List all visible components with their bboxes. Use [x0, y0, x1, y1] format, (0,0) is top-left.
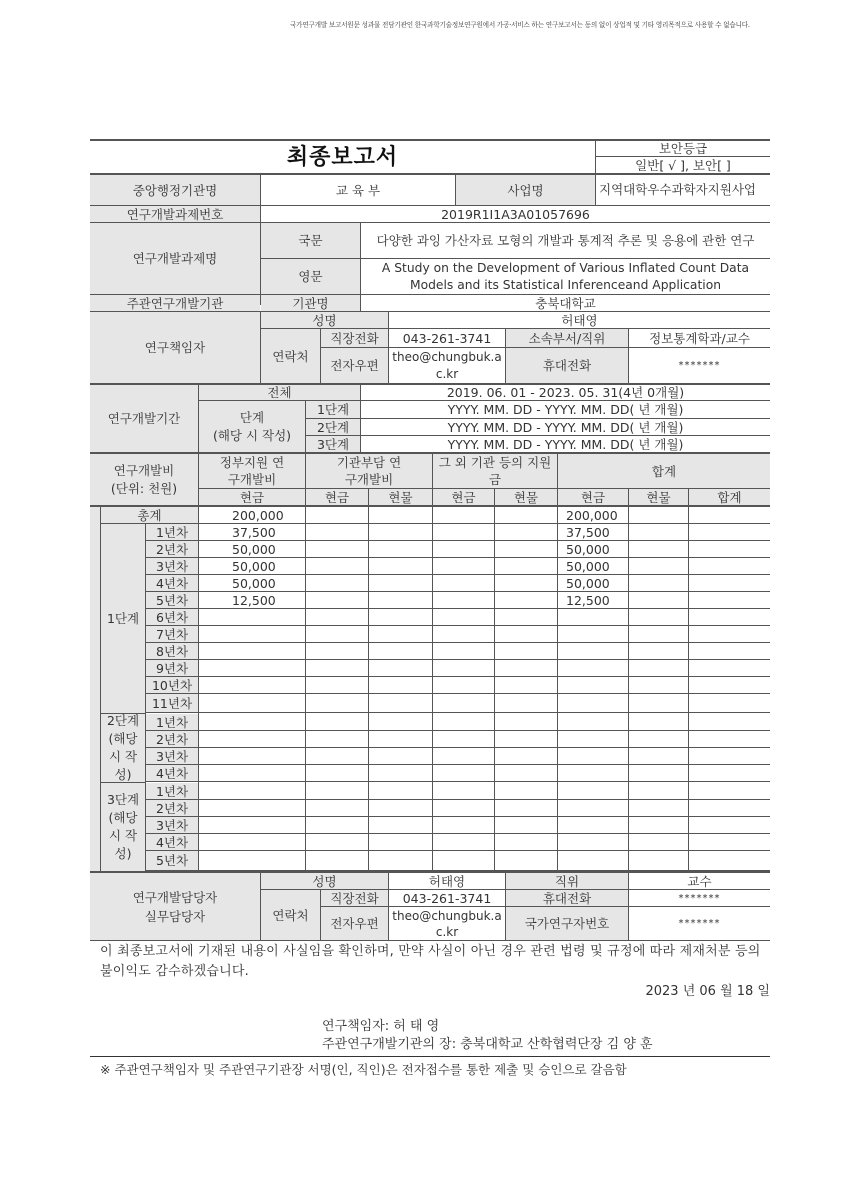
budget-cell	[306, 575, 368, 591]
divider	[198, 507, 199, 871]
budget-cell	[369, 660, 432, 676]
year-label: 10년차	[146, 677, 198, 693]
program-value: 지역대학우수과학자지원사업	[599, 182, 756, 197]
budget-cell	[433, 643, 494, 659]
period-stage-label	[199, 401, 305, 452]
total-gov-cash: 200,000	[232, 507, 284, 523]
budget-cell: 50,000	[232, 541, 276, 557]
divider	[146, 781, 770, 782]
divider	[146, 850, 770, 851]
year-label: 7년차	[146, 626, 198, 642]
other-fund-header: 그 외 기관 등의 지원금	[438, 455, 552, 487]
year-label: 4년차	[146, 765, 198, 781]
budget-label	[90, 454, 198, 505]
divider	[305, 507, 306, 871]
gov-fund-header: 정부지원 연구개발비	[219, 455, 285, 487]
budget-stage3-label: 3단계 (해당시 작성)	[101, 783, 145, 871]
budget-cell: 12,500	[566, 592, 610, 608]
budget-cell	[306, 660, 368, 676]
budget-cell	[369, 609, 432, 625]
subheader-inst-cash: 현금	[324, 489, 350, 505]
budget-cell	[689, 524, 770, 540]
year-label: 4년차	[146, 575, 198, 591]
year-label: 6년차	[146, 609, 198, 625]
year-label: 3년차	[146, 817, 198, 833]
budget-cell	[369, 558, 432, 574]
stage2-value: YYYY. MM. DD - YYYY. MM. DD( 년 개월)	[447, 419, 684, 435]
budget-cell	[199, 643, 305, 659]
manager-email-value: theo@chungbuk.ac.kr	[392, 908, 502, 939]
budget-cell	[689, 558, 770, 574]
manager-mobile-label: 휴대전화	[506, 890, 628, 906]
ministry-value: 교 육 부	[335, 182, 381, 198]
budget-cell	[558, 643, 628, 659]
title-korean-value: 다양한 과잉 가산자료 모형의 개발과 통계적 추론 및 응용에 관한 연구	[376, 233, 755, 248]
divider	[101, 713, 145, 714]
security-grade-label: 보안등급	[658, 141, 708, 156]
pi-office-phone-value: 043-261-3741	[402, 330, 492, 346]
year-label: 3년차	[146, 748, 198, 764]
budget-cell	[689, 694, 770, 712]
stage3-value: YYYY. MM. DD - YYYY. MM. DD( 년 개월)	[447, 436, 684, 452]
budget-cell	[369, 575, 432, 591]
sum-header: 합계	[651, 463, 677, 479]
divider	[368, 507, 369, 871]
divider	[146, 747, 770, 748]
footnote: ※ 주관연구책임자 및 주관연구기관장 서명(인, 직인)은 전자접수를 통한 제출 및 승인으로 갈음함	[100, 1062, 627, 1077]
divider	[101, 782, 145, 783]
divider	[90, 940, 770, 941]
budget-cell	[369, 626, 432, 642]
declaration-text: 이 최종보고서에 기재된 내용이 사실임을 확인하며, 만약 사실이 아닌 경우 관련 법령 및 규정에 따라 제재처분 등의 불이익도 감수하겠습니다.	[100, 944, 761, 979]
budget-cell	[433, 575, 494, 591]
period-label: 연구개발기간	[90, 385, 198, 452]
divider	[432, 507, 433, 871]
budget-cell	[689, 626, 770, 642]
year-label: 2년차	[146, 731, 198, 747]
budget-cell	[306, 626, 368, 642]
manager-mobile-value: *******	[678, 892, 721, 904]
pi-label: 연구책임자	[90, 312, 260, 383]
pi-dept-value: 정보통계학과/교수	[649, 330, 750, 346]
manager-position-label: 직위	[506, 873, 628, 889]
budget-cell	[306, 677, 368, 693]
divider	[494, 507, 495, 871]
pi-name-value: 허태영	[561, 312, 598, 328]
budget-cell	[629, 660, 688, 676]
budget-cell	[306, 541, 368, 557]
subheader-inst-inkind: 현물	[388, 489, 413, 505]
project-title-label: 연구개발과제명	[90, 223, 260, 294]
budget-cell	[369, 541, 432, 557]
budget-cell	[629, 558, 688, 574]
budget-cell	[433, 609, 494, 625]
budget-cell	[629, 609, 688, 625]
manager-label: 연구개발담당자 실무담당자	[90, 873, 260, 940]
budget-cell	[629, 677, 688, 693]
budget-cell	[433, 677, 494, 693]
lead-org-label: 주관연구개발기관	[90, 295, 260, 311]
period-total-label: 전체	[199, 385, 360, 400]
divider	[557, 507, 558, 871]
year-label: 5년차	[146, 592, 198, 608]
budget-cell	[369, 643, 432, 659]
stage1-label: 1단계	[306, 401, 360, 418]
budget-stage1-label: 1단계	[101, 524, 145, 713]
divider	[146, 712, 770, 713]
budget-cell: 50,000	[232, 575, 276, 591]
budget-cell: 50,000	[566, 541, 610, 557]
budget-cell	[495, 592, 557, 608]
pi-signature: 연구책임자: 허 태 영	[322, 1019, 440, 1034]
budget-cell	[495, 575, 557, 591]
subheader-sum-cash: 현금	[580, 489, 606, 505]
budget-cell	[433, 626, 494, 642]
title-korean-label: 국문	[261, 223, 360, 258]
budget-cell	[199, 626, 305, 642]
budget-cell	[689, 643, 770, 659]
budget-left-margin	[90, 507, 100, 871]
manager-name-label: 성명	[261, 873, 388, 889]
budget-cell	[433, 660, 494, 676]
budget-cell	[369, 677, 432, 693]
subheader-other-inkind: 현물	[513, 489, 539, 505]
budget-cell	[558, 677, 628, 693]
budget-cell	[306, 592, 368, 608]
year-label: 9년차	[146, 660, 198, 676]
pi-office-phone-label: 직장전화	[321, 329, 388, 347]
budget-cell	[495, 694, 557, 712]
budget-cell	[369, 694, 432, 712]
budget-cell	[306, 694, 368, 712]
subheader-sum-inkind: 현물	[646, 489, 671, 505]
budget-cell	[306, 609, 368, 625]
budget-cell	[199, 677, 305, 693]
manager-office-phone-value: 043-261-3741	[402, 890, 492, 906]
project-number-value: 2019R1I1A3A01057696	[441, 206, 590, 222]
inst-fund-header: 기관부담 연구개발비	[336, 455, 402, 487]
security-grade-value: 일반[ √ ], 보안[ ]	[635, 158, 731, 173]
year-label: 2년차	[146, 800, 198, 816]
budget-cell	[306, 643, 368, 659]
year-label: 3년차	[146, 558, 198, 574]
budget-cell	[433, 592, 494, 608]
pi-name-label: 성명	[261, 312, 388, 328]
manager-contact-label: 연락처	[261, 890, 320, 940]
budget-stage2-label: 2단계 (해당시 작성)	[101, 714, 145, 782]
manager-office-phone-label: 직장전화	[321, 890, 388, 906]
budget-cell	[558, 660, 628, 676]
manager-name-value: 허태영	[428, 873, 466, 889]
head-signature: 주관연구개발기관의 장: 충북대학교 산학협력단장 김 양 훈	[322, 1037, 653, 1052]
project-number-label: 연구개발과제번호	[90, 206, 260, 222]
budget-cell: 50,000	[566, 558, 610, 574]
declaration-date: 2023 년 06 월 18 일	[645, 984, 770, 999]
budget-cell	[199, 694, 305, 712]
year-label: 11년차	[146, 694, 198, 712]
budget-cell	[495, 643, 557, 659]
divider	[146, 816, 770, 817]
divider	[90, 1056, 770, 1057]
subheader-sum-total: 합계	[717, 489, 742, 505]
budget-cell: 50,000	[232, 558, 276, 574]
pi-email-label: 전자우편	[321, 348, 388, 383]
budget-cell	[629, 541, 688, 557]
budget-cell: 37,500	[566, 524, 610, 540]
stage1-value: YYYY. MM. DD - YYYY. MM. DD( 년 개월)	[447, 402, 684, 417]
page-title: 최종보고서	[286, 145, 399, 170]
budget-cell	[629, 575, 688, 591]
year-label: 2년차	[146, 541, 198, 557]
year-label: 5년차	[146, 851, 198, 870]
stage-label-text: 단계	[239, 409, 265, 425]
title-english-value: A Study on the Development of Various Inflated Count Data Models and its Statistical Inferenceand Application	[381, 260, 750, 292]
total-sum-cash: 200,000	[566, 507, 618, 523]
pi-dept-label: 소속부서/직위	[506, 329, 628, 347]
budget-cell	[558, 626, 628, 642]
budget-cell	[558, 694, 628, 712]
pi-contact-label: 연락처	[261, 329, 320, 383]
budget-cell	[629, 643, 688, 659]
budget-cell	[495, 541, 557, 557]
pi-mobile-value: *******	[678, 360, 721, 371]
divider	[146, 730, 770, 731]
divider	[146, 764, 770, 765]
budget-cell	[689, 660, 770, 676]
budget-cell	[495, 558, 557, 574]
budget-cell	[629, 626, 688, 642]
budget-cell	[689, 541, 770, 557]
budget-cell	[369, 524, 432, 540]
stage-note-text: (해당 시 작성)	[212, 427, 292, 443]
budget-cell	[433, 558, 494, 574]
org-name-label: 기관명	[261, 295, 360, 311]
budget-cell	[495, 626, 557, 642]
subheader-other-cash: 현금	[451, 489, 476, 505]
title-english-label: 영문	[261, 259, 360, 294]
budget-cell	[199, 660, 305, 676]
org-name-value: 충북대학교	[535, 295, 596, 311]
budget-cell	[306, 558, 368, 574]
budget-cell	[558, 609, 628, 625]
subheader-gov-cash: 현금	[239, 489, 265, 505]
budget-cell	[689, 609, 770, 625]
budget-cell: 37,500	[232, 524, 276, 540]
divider	[146, 833, 770, 834]
year-label: 1년차	[146, 783, 198, 799]
budget-cell	[433, 524, 494, 540]
budget-cell	[495, 524, 557, 540]
divider	[146, 799, 770, 800]
period-total-value: 2019. 06. 01 - 2023. 05. 31(4년 0개월)	[446, 385, 685, 400]
budget-cell	[433, 694, 494, 712]
budget-cell	[629, 694, 688, 712]
pi-mobile-label: 휴대전화	[506, 348, 628, 383]
budget-cell	[369, 592, 432, 608]
ministry-label: 중앙행정기관명	[90, 175, 260, 205]
copyright-notice: 국가연구개발 보고서원문 성과물 전담기관인 한국과학기술정보연구원에서 가공·서비스 하는 연구보고서는 동의 없이 상업적 및 기타 영리목적으로 사용할 수 없습니다.	[290, 21, 750, 29]
budget-cell	[629, 524, 688, 540]
budget-label-text: 연구개발비	[113, 462, 175, 478]
budget-cell: 50,000	[566, 575, 610, 591]
budget-cell	[495, 677, 557, 693]
manager-email-label: 전자우편	[321, 907, 388, 940]
budget-cell	[199, 609, 305, 625]
budget-cell	[689, 575, 770, 591]
year-label: 4년차	[146, 834, 198, 850]
budget-unit-text: (단위: 천원)	[110, 480, 178, 496]
budget-cell	[495, 660, 557, 676]
stage3-label: 3단계	[306, 436, 360, 452]
budget-cell	[629, 592, 688, 608]
manager-position-value: 교수	[687, 873, 712, 889]
budget-cell: 12,500	[232, 592, 276, 608]
researcher-no-label: 국가연구자번호	[506, 907, 628, 940]
budget-cell	[689, 592, 770, 608]
budget-cell	[306, 524, 368, 540]
budget-cell	[689, 677, 770, 693]
program-label: 사업명	[456, 175, 595, 205]
year-label: 1년차	[146, 524, 198, 540]
divider	[628, 507, 629, 871]
researcher-no-value: *******	[678, 918, 721, 929]
year-label: 1년차	[146, 714, 198, 730]
divider	[688, 507, 689, 871]
budget-cell	[433, 541, 494, 557]
pi-email-value: theo@chungbuk.ac.kr	[392, 349, 502, 381]
stage2-label: 2단계	[306, 419, 360, 435]
budget-cell	[495, 609, 557, 625]
year-label: 8년차	[146, 643, 198, 659]
total-row-label: 총계	[101, 507, 198, 523]
